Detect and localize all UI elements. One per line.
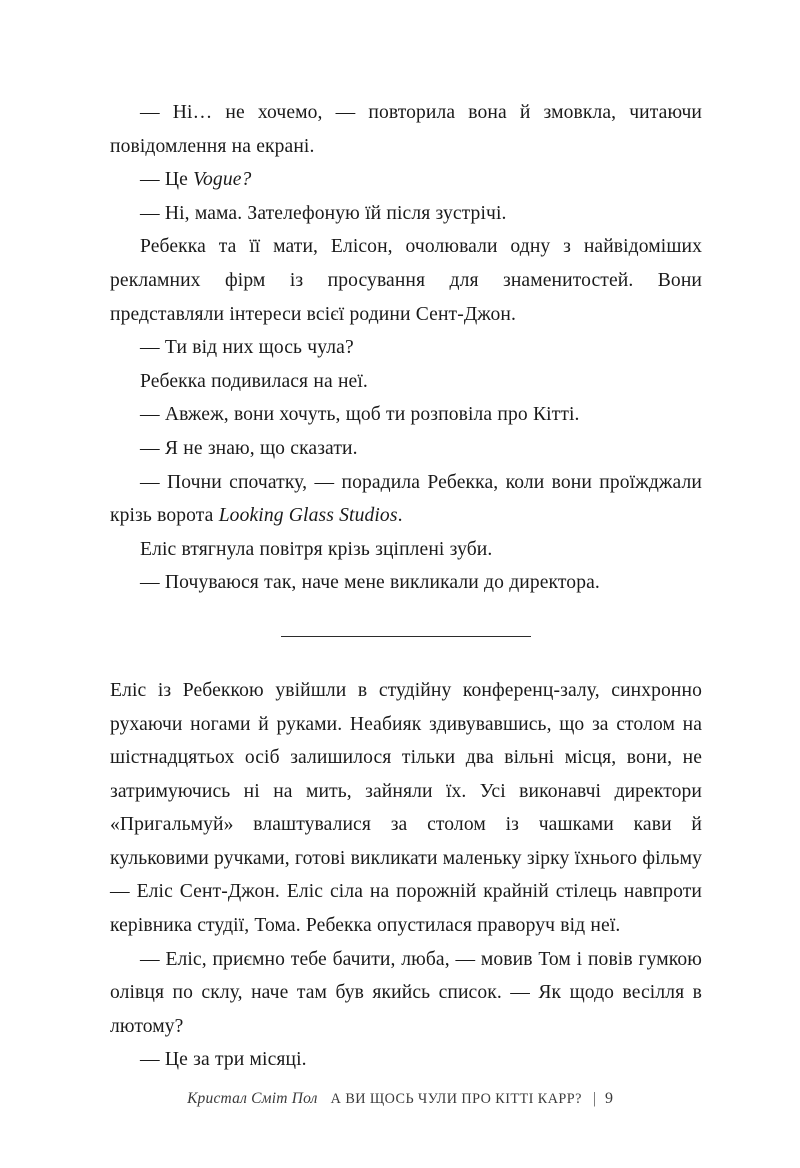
page-footer	[0, 1090, 800, 1108]
paragraph: — Це за три місяці.	[140, 1049, 307, 1071]
studio-name-italic: Looking Glass Studios	[218, 505, 398, 527]
paragraph: — Авжеж, вони хочуть, щоб ти розповіла про Кітті.	[140, 404, 580, 426]
paragraph: — Ти від них щось чула?	[140, 337, 354, 359]
paragraph: — Я не знаю, що сказати.	[140, 437, 358, 459]
paragraph-text: — Це	[140, 169, 194, 191]
paragraph-text-tail: .	[397, 505, 403, 527]
paragraph: — Ні… не хочемо, — повторила вона й змовкла, читаючи повідомлення на екрані.	[110, 102, 702, 157]
divider-rule	[281, 636, 531, 637]
magazine-title-italic: Vogue?	[193, 169, 252, 191]
paragraph: Еліс із Ребеккою увійшли в студійну конференц-залу, синхронно рухаючи ногами й руками. Неабияк здивувавшись, що за столом на шістнадцятьох осіб залишилося тільки два вільні місця, вони, не затримуючись ні на мить, зайняли їх. Усі виконавчі директори «Пригальмуй» влаштувалися за столом із чашками кави й кульковими ручками, готові викликати маленьку зірку їхнього фільму — Еліс Сент-Джон. Еліс сіла на порожній крайній стілець навпроти керівника студії, Тома. Ребекка опустилася праворуч від неї.	[110, 679, 702, 937]
section-divider	[110, 600, 702, 674]
footer-author-name: Кристал Сміт Пол	[187, 1090, 318, 1107]
paragraph: Ребекка подивилася на неї.	[140, 370, 368, 392]
body-text-block	[110, 96, 702, 1077]
footer-book-title: А ВИ ЩОСЬ ЧУЛИ ПРО КІТТІ КАРР?	[330, 1091, 582, 1107]
paragraph: Ребекка та її мати, Елісон, очолювали одну з найвідоміших рекламних фірм із просування для знаменитостей. Вони представляли інтереси всієї родини Сент-Джон.	[110, 236, 702, 325]
paragraph-text: — Почни спочатку, — порадила Ребекка, коли вони проїжджали крізь ворота	[110, 471, 702, 527]
paragraph	[110, 163, 702, 197]
paragraph	[110, 466, 702, 533]
paragraph: — Еліс, приємно тебе бачити, люба, — мовив Том і повів гумкою олівця по склу, наче там був якийсь список. — Як щодо весілля в лютому?	[110, 948, 702, 1037]
footer-separator: |	[592, 1090, 596, 1107]
paragraph: — Ні, мама. Зателефоную їй після зустрічі.	[140, 202, 507, 224]
page-number: 9	[604, 1090, 613, 1107]
paragraph: Еліс втягнула повітря крізь зціплені зуби.	[140, 538, 493, 560]
paragraph: — Почуваюся так, наче мене викликали до директора.	[140, 572, 600, 594]
